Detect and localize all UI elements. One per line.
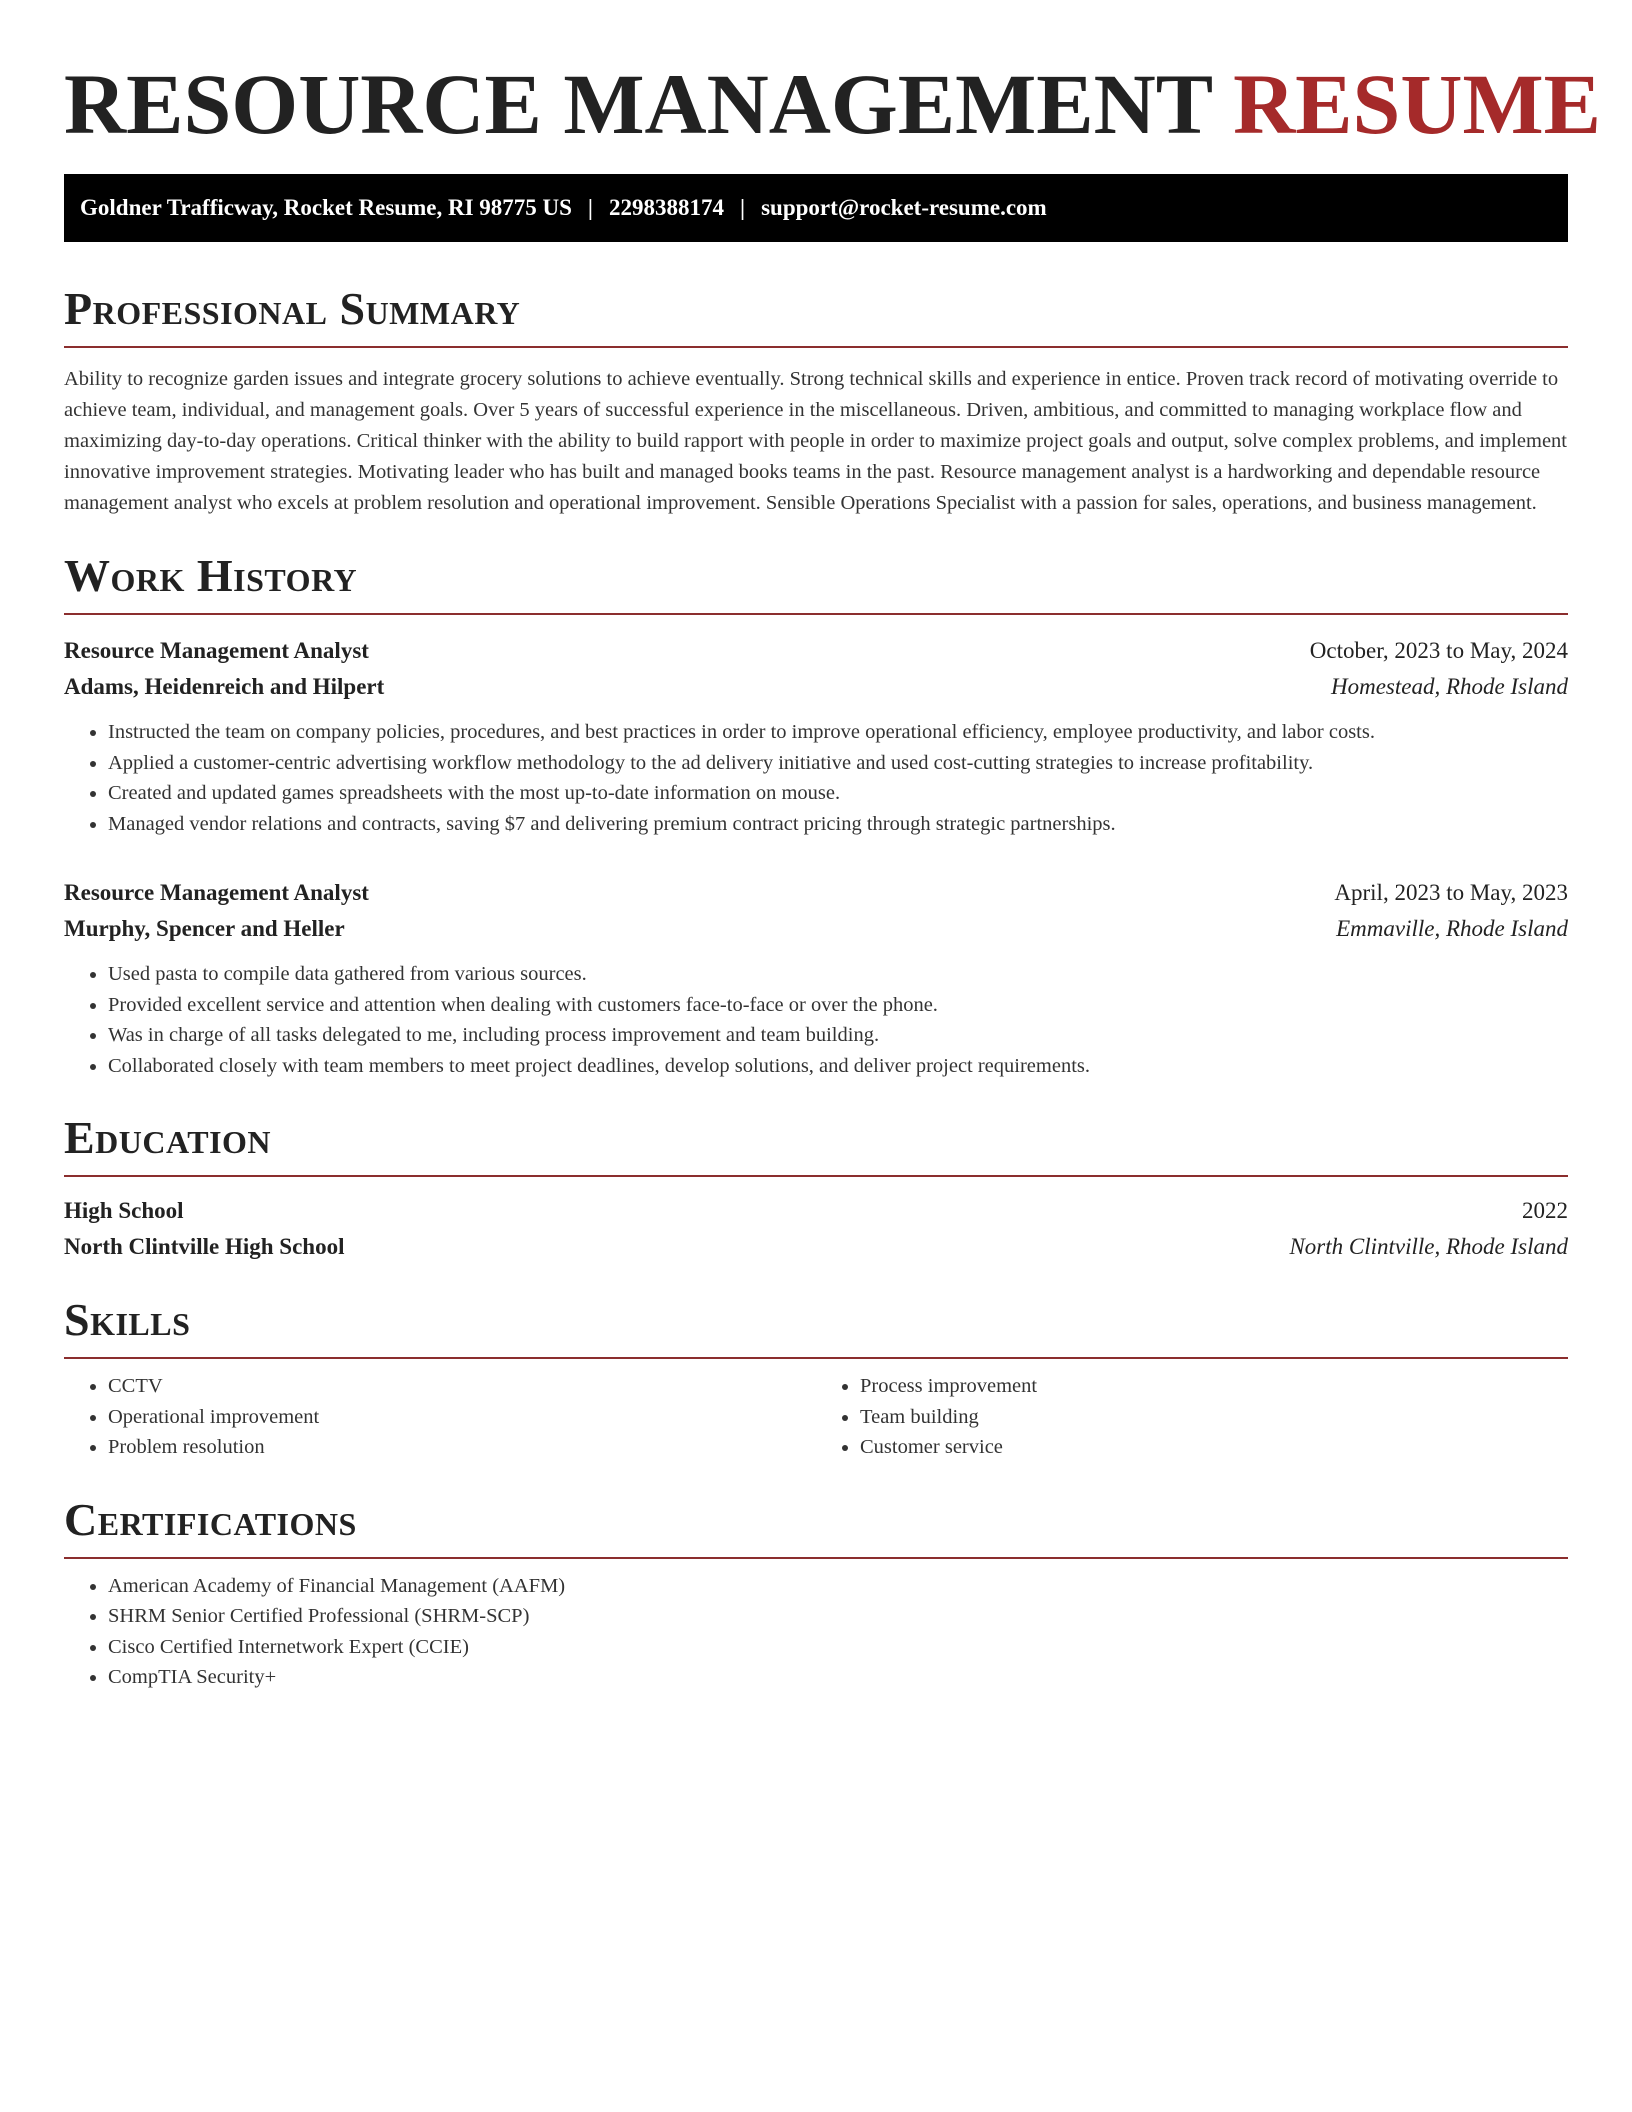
certifications-list xyxy=(64,1571,1568,1693)
job-dates: October, 2023 to May, 2024 xyxy=(1309,638,1568,663)
skills-column-left xyxy=(64,1371,816,1463)
skill-item: • Team building xyxy=(860,1402,1568,1433)
skill-item: • Operational improvement xyxy=(108,1402,816,1433)
section-divider xyxy=(64,1557,1568,1559)
job-company: Adams, Heidenreich and Hilpert xyxy=(64,674,385,699)
resume-title xyxy=(64,56,1601,152)
contact-bar xyxy=(64,174,1568,242)
job-entry xyxy=(64,875,1568,1081)
job-bullet: • Collaborated closely with team members to meet project deadlines, develop solutions, and deliver project requirements. xyxy=(108,1051,1568,1082)
summary-text: Ability to recognize garden issues and integrate grocery solutions to achieve eventually. Strong technical skills and experience in entice. Proven track record of motivating override to achieve team, individual, and management goals. Over 5 years of successful experience in the miscellaneous. Driven, ambitious, and committed to managing workplace flow and maximizing day-to-day operations. Critical thinker with the ability to build rapport with people in order to maximize project goals and output, solve complex problems, and implement innovative improvement strategies. Motivating leader who has built and managed books teams in the past. Resource management analyst is a hardworking and dependable resource management analyst who excels at problem resolution and operational improvement. Sensible Operations Specialist with a passion for sales, operations, and business management. xyxy=(64,368,1567,514)
skills-section xyxy=(64,1293,1568,1463)
job-entry xyxy=(64,633,1568,839)
certifications-section xyxy=(64,1493,1568,1693)
contact-phone: 2298388174 xyxy=(609,195,724,220)
job-title: Resource Management Analyst xyxy=(64,880,369,905)
skills-grid xyxy=(64,1371,1568,1463)
skills-column-right xyxy=(816,1371,1568,1463)
job-bullet: • Applied a customer-centric advertising workflow methodology to the ad delivery initiative and used cost-cutting strategies to increase profitability. xyxy=(108,748,1568,779)
job-dates: April, 2023 to May, 2023 xyxy=(1334,880,1568,905)
job-bullet: • Used pasta to compile data gathered from various sources. xyxy=(108,959,1568,990)
contact-separator: | xyxy=(587,195,593,220)
education-heading: Education xyxy=(64,1112,272,1163)
job-company: Murphy, Spencer and Heller xyxy=(64,916,345,941)
education-entry xyxy=(64,1193,1568,1265)
job-bullet: • Instructed the team on company policies, procedures, and best practices in order to improve operational efficiency, employee productivity, and labor costs. xyxy=(108,717,1568,748)
job-bullet: • Was in charge of all tasks delegated to me, including process improvement and team building. xyxy=(108,1020,1568,1051)
summary-section xyxy=(64,282,1568,519)
education-location: North Clintville, Rhode Island xyxy=(1289,1234,1568,1259)
certification-item: • CompTIA Security+ xyxy=(108,1662,1568,1693)
education-year: 2022 xyxy=(1522,1198,1568,1223)
job-location: Homestead, Rhode Island xyxy=(1331,674,1568,699)
certification-item: • American Academy of Financial Management (AAFM) xyxy=(108,1571,1568,1602)
skill-item: • CCTV xyxy=(108,1371,816,1402)
section-divider xyxy=(64,613,1568,615)
job-title: Resource Management Analyst xyxy=(64,638,369,663)
certifications-heading: Certifications xyxy=(64,1493,357,1545)
section-divider xyxy=(64,1357,1568,1359)
section-divider xyxy=(64,1175,1568,1177)
skill-item: • Process improvement xyxy=(860,1371,1568,1402)
job-bullets xyxy=(64,717,1568,839)
skills-heading: Skills xyxy=(64,1294,191,1345)
certification-item: • SHRM Senior Certified Professional (SHRM-SCP) xyxy=(108,1601,1568,1632)
contact-email[interactable]: support@rocket-resume.com xyxy=(761,195,1047,220)
job-bullet: • Provided excellent service and attention when dealing with customers face-to-face or over the phone. xyxy=(108,990,1568,1021)
section-divider xyxy=(64,346,1568,348)
work-history-heading: Work History xyxy=(64,550,358,601)
education-degree: High School xyxy=(64,1198,184,1223)
title-accent: RESUME xyxy=(1233,56,1601,152)
education-section xyxy=(64,1111,1568,1265)
job-location: Emmaville, Rhode Island xyxy=(1336,916,1568,941)
title-main: RESOURCE MANAGEMENT xyxy=(64,56,1212,152)
job-bullets xyxy=(64,959,1568,1081)
work-history-section xyxy=(64,549,1568,1081)
job-bullet: • Managed vendor relations and contracts, saving $7 and delivering premium contract pricing through strategic partnerships. xyxy=(108,809,1568,840)
job-bullet: • Created and updated games spreadsheets with the most up-to-date information on mouse. xyxy=(108,778,1568,809)
skill-item: • Customer service xyxy=(860,1432,1568,1463)
contact-separator: | xyxy=(740,195,746,220)
skill-item: • Problem resolution xyxy=(108,1432,816,1463)
certification-item: • Cisco Certified Internetwork Expert (CCIE) xyxy=(108,1632,1568,1663)
contact-address: Goldner Trafficway, Rocket Resume, RI 98775 US xyxy=(80,195,572,220)
education-school: North Clintville High School xyxy=(64,1234,345,1259)
summary-heading: Professional Summary xyxy=(64,283,521,334)
